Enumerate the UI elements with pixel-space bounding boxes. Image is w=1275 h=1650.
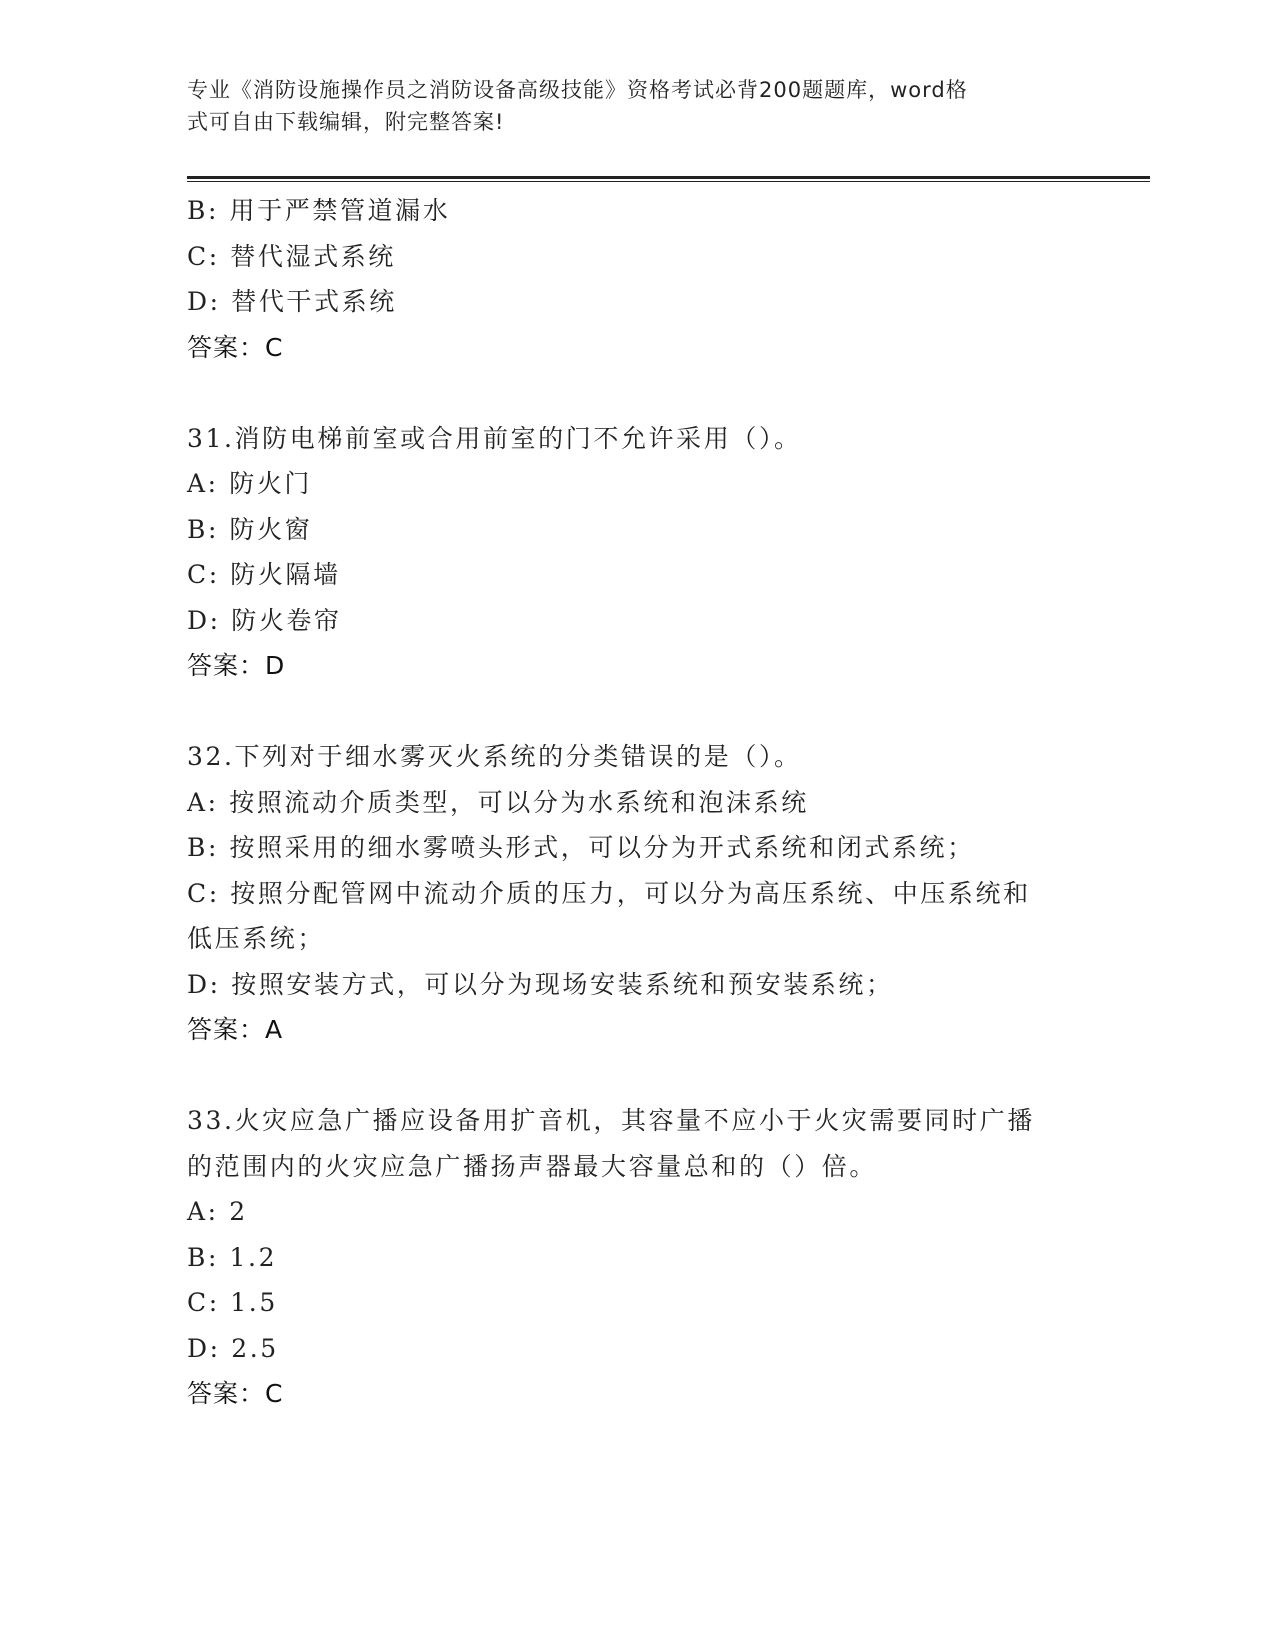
question-stem: 33.火灾应急广播应设备用扩音机，其容量不应小于火灾需要同时广播 <box>187 1106 1035 1135</box>
option-line: D: 按照安装方式，可以分为现场安装系统和预安装系统； <box>187 969 894 999</box>
option-line: C: 1.5 <box>187 1288 278 1317</box>
question-stem: 31.消防电梯前室或合用前室的门不允许采用（）。 <box>187 423 802 453</box>
option-line: A: 2 <box>187 1197 248 1226</box>
header-rule-thick <box>187 176 1150 179</box>
question-stem-continuation: 的范围内的火灾应急广播扬声器最大容量总和的（）倍。 <box>187 1151 878 1181</box>
answer-line: 答案：D <box>187 651 286 680</box>
option-line-continuation: 低压系统； <box>187 924 326 953</box>
previous-question-tail <box>187 188 1087 370</box>
header-line-2: 式可自由下载编辑，附完整答案! <box>187 110 505 134</box>
question-stem: 32.下列对于细水雾灭火系统的分类错误的是（）。 <box>187 742 802 771</box>
header-rule-thin <box>187 181 1150 182</box>
option-line: D: 替代干式系统 <box>187 287 397 316</box>
question-spacer <box>187 370 1087 416</box>
question-32 <box>187 734 1087 1053</box>
question-spacer <box>187 689 1087 735</box>
question-31 <box>187 416 1087 689</box>
answer-line: 答案：C <box>187 332 284 362</box>
header-line-1: 专业《消防设施操作员之消防设备高级技能》资格考试必背200题题库，word格 <box>187 78 968 102</box>
question-content <box>187 188 1087 1417</box>
question-spacer <box>187 1053 1087 1099</box>
document-header <box>187 74 1067 138</box>
option-line: D: 防火卷帘 <box>187 605 342 635</box>
option-line: B: 1.2 <box>187 1242 278 1272</box>
option-line: C: 防火隔墙 <box>187 560 341 589</box>
option-line: B: 防火窗 <box>187 514 313 544</box>
option-line: A: 按照流动介质类型，可以分为水系统和泡沫系统 <box>187 787 809 817</box>
option-line: C: 替代湿式系统 <box>187 241 396 271</box>
option-line: D: 2.5 <box>187 1333 279 1363</box>
option-line: B: 用于严禁管道漏水 <box>187 196 451 225</box>
option-line: C: 按照分配管网中流动介质的压力，可以分为高压系统、中压系统和 <box>187 878 1031 908</box>
option-line: A: 防火门 <box>187 469 313 498</box>
question-33 <box>187 1098 1087 1417</box>
answer-line: 答案：C <box>187 1379 284 1408</box>
option-line: B: 按照采用的细水雾喷头形式，可以分为开式系统和闭式系统； <box>187 833 975 862</box>
answer-line: 答案：A <box>187 1015 284 1044</box>
